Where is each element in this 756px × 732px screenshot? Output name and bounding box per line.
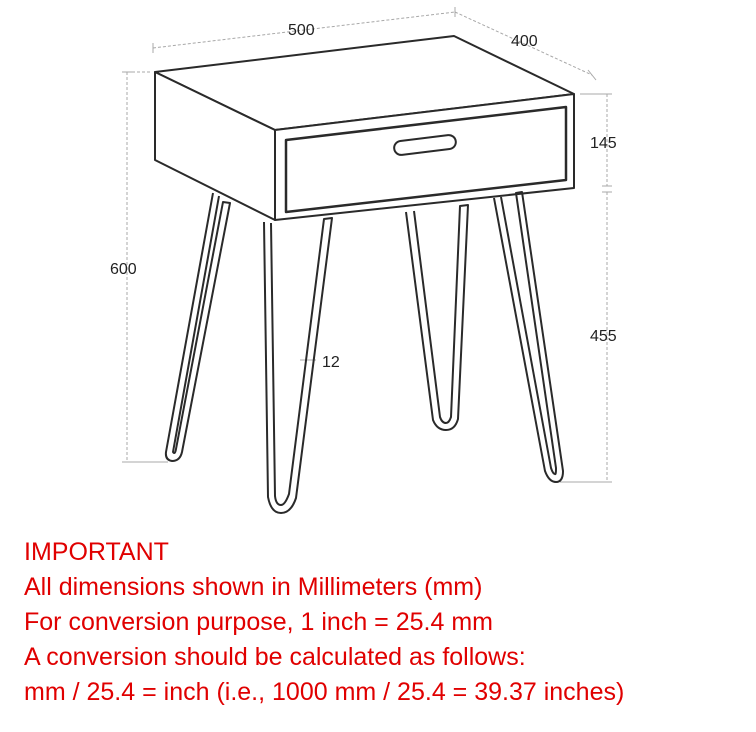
leg-back-left [166, 193, 230, 461]
leg-diameter-label: 12 [322, 354, 340, 371]
leg-back-right [406, 205, 468, 430]
leg-front-right [494, 192, 563, 482]
notes-line-units: All dimensions shown in Millimeters (mm) [24, 573, 483, 601]
notes-line-conversion-factor: For conversion purpose, 1 inch = 25.4 mm [24, 608, 493, 636]
width-label: 500 [288, 22, 315, 39]
conversion-notes [24, 535, 754, 710]
notes-heading: IMPORTANT [24, 538, 169, 566]
leg-height-label: 455 [590, 328, 617, 345]
depth-label: 400 [511, 33, 538, 50]
notes-line-formula: mm / 25.4 = inch (i.e., 1000 mm / 25.4 = 39.37 inches) [24, 678, 625, 706]
total-height-label: 600 [110, 261, 137, 278]
notes-line-calculation-intro: A conversion should be calculated as follows: [24, 643, 526, 671]
cabinet [155, 36, 574, 220]
drawer-height-label: 145 [590, 135, 617, 152]
hairpin-legs [166, 192, 563, 513]
